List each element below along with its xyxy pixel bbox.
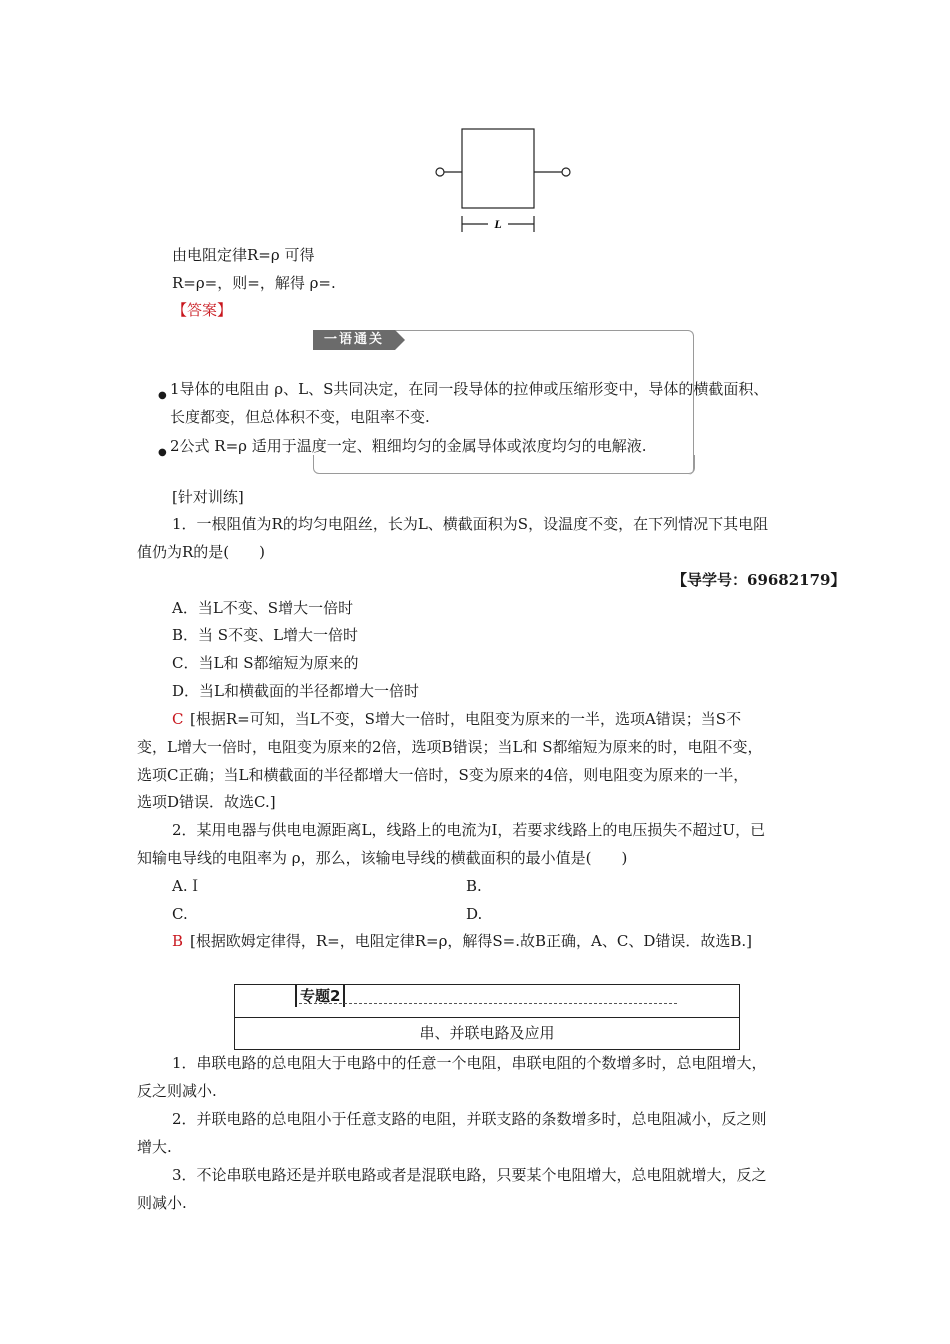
topic-title: 专题2 [295,985,345,1007]
topic-box [234,984,740,1050]
q1-option-b: B．当 S不变、L增大一倍时 [172,626,359,644]
derivation-line-1: 由电阻定律R=ρ 可得 [172,246,315,264]
summary-item-2: 2公式 R=ρ 适用于温度一定、粗细均匀的金属导体或浓度均匀的电解液. [170,437,647,455]
q1-explain-line-4: 选项D错误．故选C.] [137,793,276,811]
summary-bullet-2: ● [158,447,167,458]
practice-heading: [针对训练] [172,488,244,506]
q1-line-2: 值仍为R的是( ) [137,543,265,561]
q2-option-b: B. [466,877,482,895]
q2-answer-letter: B [172,932,184,950]
q2-option-a: A.Ｉ [172,877,203,895]
summary-box-bottom [313,455,695,474]
answer-tag: 【答案】 [172,301,233,319]
summary-item-1-line-2: 长度都变，但总体积不变，电阻率不变. [170,408,430,426]
topic-p2-line-1: 2．并联电路的总电阻小于任意支路的电阻，并联支路的条数增多时，总电阻减小，反之则 [172,1110,767,1128]
q1-answer-letter: C [172,710,184,728]
derivation-line-2: R=ρ=，则=，解得 ρ=. [172,274,336,292]
length-label: L [494,217,502,231]
q1-explain-line-3: 选项C正确；当L和横截面的半径都增大一倍时，S变为原来的4倍，则电阻变为原来的一半， [137,766,749,784]
summary-item-1-line-1: 1导体的电阻由 ρ、L、S共同决定，在同一段导体的拉伸或压缩形变中，导体的横截面积、 [170,380,769,398]
topic-p2-line-2: 增大. [137,1138,172,1156]
q2-explain: [根据欧姆定律得，R=，电阻定律R=ρ，解得S=.故B正确，A、C、D错误．故选B.] [190,932,753,950]
topic-dash-line [299,1003,677,1004]
q1-explain-line-1: [根据R=可知，当L不变，S增大一倍时，电阻变为原来的一半，选项A错误；当S不 [190,710,742,728]
q2-line-1: 2．某用电器与供电电源距离L，线路上的电流为I，若要求线路上的电压损失不超过U，已 [172,821,766,839]
q2-option-c: C. [172,905,188,923]
q2-line-2: 知输电导线的电阻率为 ρ，那么，该输电导线的横截面积的最小值是( ) [137,849,628,867]
q1-explain-line-2: 变，L增大一倍时，电阻变为原来的2倍，选项B错误；当L和 S都缩短为原来的时，电阻不变， [137,738,763,756]
conductor-diagram [430,120,580,236]
topic-p3-line-1: 3．不论串联电路还是并联电路或者是混联电路，只要某个电阻增大，总电阻就增大，反之 [172,1166,767,1184]
q1-option-c: C．当L和 S都缩短为原来的 [172,654,359,672]
topic-p1-line-1: 1．串联电路的总电阻大于电路中的任意一个电阻，串联电阻的个数增多时，总电阻增大， [172,1054,767,1072]
topic-p1-line-2: 反之则减小. [137,1082,217,1100]
q1-option-d: D．当L和横截面的半径都增大一倍时 [172,682,419,700]
summary-tab: 一语通关 [313,330,395,350]
q1-option-a: A．当L不变、S增大一倍时 [172,599,354,617]
q2-option-d: D. [466,905,483,923]
topic-p3-line-2: 则减小. [137,1194,187,1212]
q1-line-1: 1．一根阻值为R的均匀电阻丝，长为L、横截面积为S，设温度不变，在下列情况下其电阻 [172,515,769,533]
guide-number: 【导学号：69682179】 [672,571,846,589]
summary-bullet-1: ● [158,390,167,401]
topic-subtitle: 串、并联电路及应用 [419,1024,555,1042]
